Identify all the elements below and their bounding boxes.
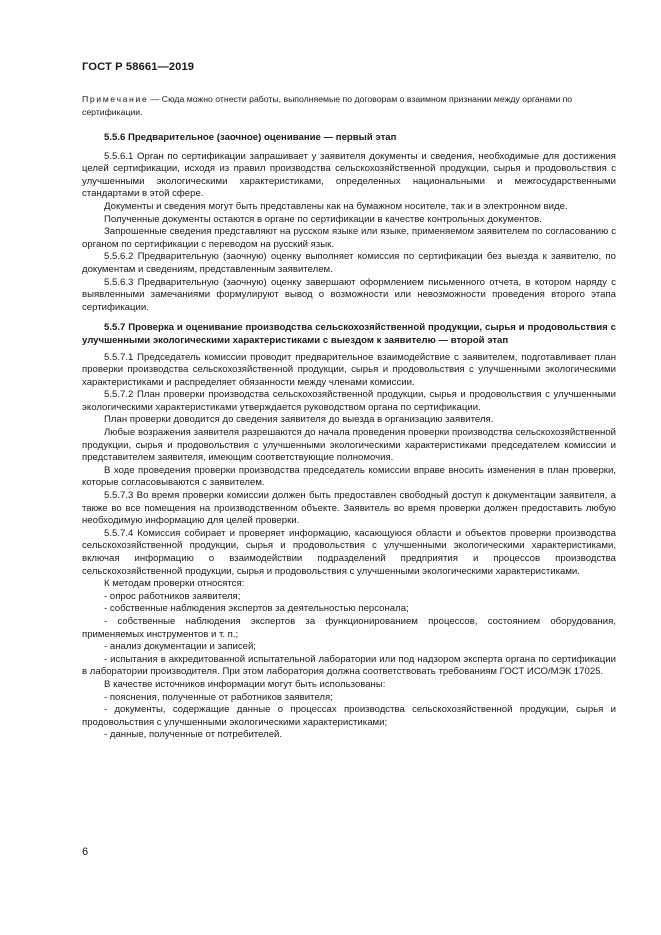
document-header: ГОСТ Р 58661—2019 [82, 61, 195, 73]
list-item: - собственные наблюдения экспертов за деятельностью персонала; [104, 603, 409, 615]
paragraph: Документы и сведения могут быть представлены как на бумажном носителе, так и в электронном виде. [104, 200, 568, 212]
paragraph: Полученные документы остаются в органе по сертификации в качестве контрольных документов. [104, 213, 542, 225]
note-label: Примечание [82, 94, 149, 104]
paragraph: 5.5.7.4 Комиссия собирает и проверяет информацию, касающуюся области и объектов проверки производства сельскохозяйственной продукции, сырья и продовольствия с улучшенными экологическими характеристиками, включая информацию о взаимодействии подразделений предприятия и процессов производства сельскохозяйственной продукции, сырья и продовольствия с улучшенными экологическими характеристиками. [82, 527, 616, 577]
list-item: - пояснения, полученные от работников заявителя; [104, 691, 333, 703]
note [82, 93, 616, 118]
paragraph: План проверки доводится до сведения заявителя до выезда в организацию заявителя. [104, 414, 494, 426]
paragraph: 5.5.7.3 Во время проверки комиссии должен быть предоставлен свободный доступ к документации заявителя, а также во все помещения на производственном объекте. Заявитель во время проверки должен предоставить любую необходимую информацию для целей проверки. [82, 490, 616, 527]
note-text: — Сюда можно отнести работы, выполняемые по договорам о взаимном признании между органами по сертификации. [82, 94, 573, 117]
document-body [82, 127, 616, 742]
paragraph: 5.5.6.1 Орган по сертификации запрашивает у заявителя документы и сведения, необходимые для достижения целей сертификации, исходя из правил производства сельскохозяйственной продукции, сырья и продовольствия с улучшенными экологическими характеристиками, определенных национальными и межгосударственными стандартами в этой сфере. [82, 150, 616, 200]
section-heading-5-5-7: 5.5.7 Проверка и оценивание производства сельскохозяйственной продукции, сырья и продовольствия с улучшенными экологическими характеристиками с выездом к заявителю — второй этап [82, 322, 616, 346]
list-item: - испытания в аккредитованной испытательной лаборатории или под надзором эксперта органа по сертификации в лаборатории производителя. При этом лаборатория должна соответствовать требованиям ГОСТ ИСО/МЭК 17025. [82, 653, 616, 678]
page-number: 6 [82, 846, 89, 858]
paragraph: В ходе проведения проверки производства председатель комиссии вправе вносить изменения в план проверки, которые согласовываются с заявителем. [82, 464, 616, 489]
paragraph: К методам проверки относятся: [104, 578, 245, 590]
list-item: - анализ документации и записей; [104, 641, 256, 653]
paragraph: 5.5.6.2 Предварительную (заочную) оценку выполняет комиссия по сертификации без выезда к заявителю, по документам и сведениям, представленным заявителем. [82, 251, 616, 275]
list-item: - собственные наблюдения экспертов за функционированием процессов, состоянием оборудования, применяемых инструментов и т. п.; [82, 615, 616, 640]
paragraph: Запрошенные сведения представляют на русском языке или языке, применяемом заявителем по согласованию с органом по сертификации с переводом на русский язык. [82, 226, 616, 250]
paragraph: 5.5.7.2 План проверки производства сельскохозяйственной продукции, сырья и продовольствия с улучшенными экологическими характеристиками утверждается руководством органа по сертификации. [82, 389, 616, 413]
list-item: - документы, содержащие данные о процессах производства сельскохозяйственной продукции, сырья и продовольствия с улучшенными экологическими характеристиками; [82, 704, 616, 728]
list-item: - опрос работников заявителя; [104, 590, 241, 602]
list-item: - данные, полученные от потребителей. [104, 729, 283, 741]
paragraph: 5.5.7.1 Председатель комиссии проводит предварительное взаимодействие с заявителем, подготавливает план проверки производства сельскохозяйственной продукции, сырья и продовольствия с улучшенными экологическими характеристиками и распределяет обязанности между членами комиссии. [82, 351, 616, 388]
paragraph: 5.5.6.3 Предварительную (заочную) оценку завершают оформлением письменного отчета, в котором наряду с выявленными замечаниями формулируют вывод о возможности или невозможности проведения второго этапа сертификации. [82, 276, 616, 313]
section-heading-5-5-6: 5.5.6 Предварительное (заочное) оценивание — первый этап [104, 132, 397, 143]
paragraph: Любые возражения заявителя разрешаются до начала проведения проверки производства сельскохозяйственной продукции, сырья и продовольствия с улучшенными экологическими характеристиками председателем комиссии и представителем заявителя, имеющим соответствующие полномочия. [82, 427, 616, 464]
paragraph: В качестве источников информации могут быть использованы: [104, 678, 386, 690]
